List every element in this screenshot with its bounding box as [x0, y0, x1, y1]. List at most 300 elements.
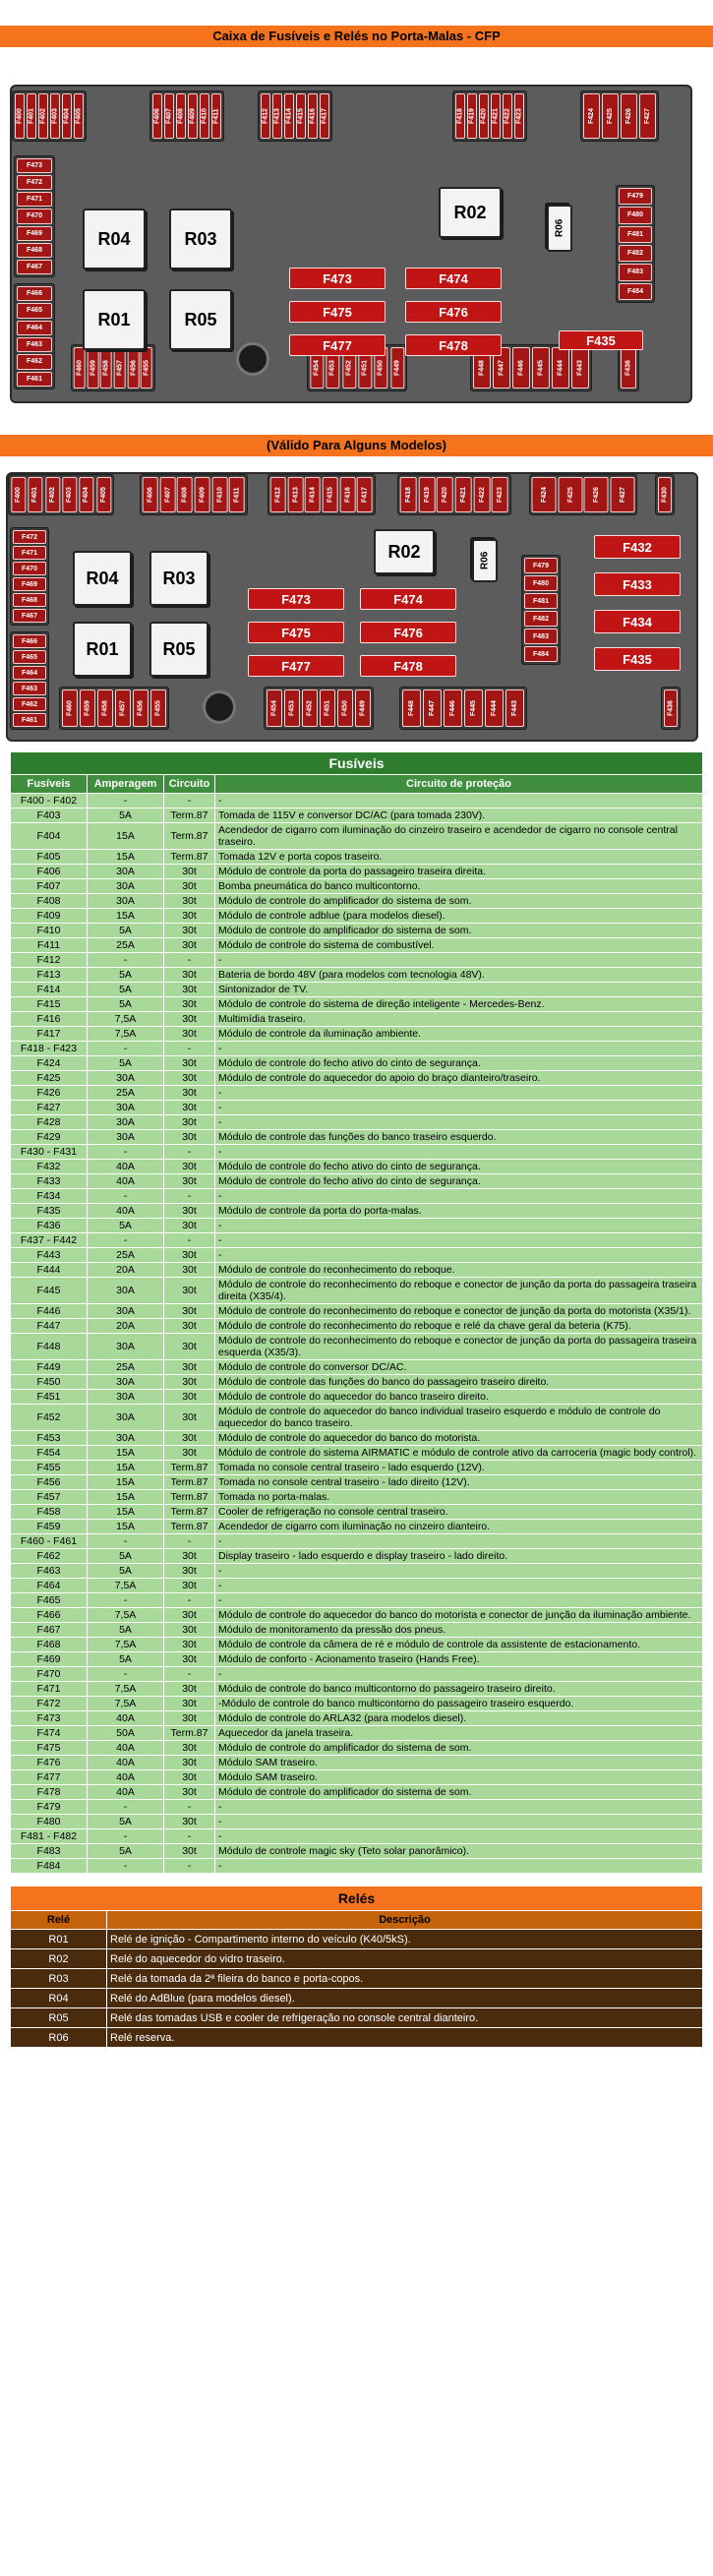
fuse: F463: [13, 682, 46, 695]
table-cell: 30A: [88, 894, 164, 909]
table-cell: 5A: [88, 1564, 164, 1579]
table-cell: -: [215, 1042, 703, 1056]
table-cell: 7,5A: [88, 1608, 164, 1623]
fuses-table: [10, 751, 703, 1874]
table-cell: F405: [11, 850, 88, 865]
fuse: F473: [17, 158, 52, 173]
table-cell: F409: [11, 909, 88, 924]
fuse-block-top-3: [258, 90, 332, 142]
table-cell: R03: [11, 1969, 107, 1989]
table-cell: F445: [11, 1278, 88, 1304]
table-cell: Módulo SAM traseiro.: [215, 1770, 703, 1785]
table-cell: Tomada no console central traseiro - lado esquerdo (12V).: [215, 1461, 703, 1475]
table-row: [11, 809, 703, 823]
fuse: F458: [100, 347, 112, 389]
table-cell: Módulo de controle do aquecedor do banco individual traseiro esquerdo e módulo de controle do aquecedor do banco traseiro.: [215, 1405, 703, 1431]
fuse-f436: F436: [621, 347, 636, 389]
fuse: F444: [485, 689, 504, 727]
fuse-block-bottom-3: [399, 687, 527, 730]
table-cell: 7,5A: [88, 1012, 164, 1027]
table-cell: 25A: [88, 1360, 164, 1375]
table-cell: 30A: [88, 879, 164, 894]
fuse-f476: F476: [405, 301, 502, 323]
table-row: [11, 865, 703, 879]
table-cell: -: [215, 1564, 703, 1579]
table-cell: Módulo de controle do amplificador do sistema de som.: [215, 1785, 703, 1800]
table-row: [11, 1756, 703, 1770]
table-cell: 15A: [88, 850, 164, 865]
fuse: F479: [524, 558, 558, 573]
table-cell: F471: [11, 1682, 88, 1697]
table-cell: 30t: [164, 1446, 215, 1461]
table-cell: 15A: [88, 1490, 164, 1505]
fuse-f478: F478: [405, 334, 502, 356]
table-cell: Módulo de controle da câmera de ré e módulo de controle da assistente de estacionamento.: [215, 1638, 703, 1652]
screw-icon: [236, 342, 269, 376]
fuse: F410: [212, 477, 228, 512]
table-cell: -: [164, 1667, 215, 1682]
fuse: F469: [13, 577, 46, 591]
fuse: F411: [211, 93, 221, 139]
table-cell: Módulo de controle das funções do banco traseiro esquerdo.: [215, 1130, 703, 1145]
table-cell: 30t: [164, 1390, 215, 1405]
table-cell: F466: [11, 1608, 88, 1623]
table-cell: 30t: [164, 1652, 215, 1667]
table-cell: F429: [11, 1130, 88, 1145]
table-cell: 25A: [88, 1248, 164, 1263]
table-row: [11, 1130, 703, 1145]
table-cell: -: [88, 1593, 164, 1608]
table-cell: 30t: [164, 1375, 215, 1390]
fuse: F424: [532, 477, 557, 512]
table-cell: Módulo de controle da iluminação ambiente.: [215, 1027, 703, 1042]
table-row: [11, 1086, 703, 1101]
table-cell: -: [215, 1086, 703, 1101]
table-cell: 40A: [88, 1756, 164, 1770]
table-cell: F462: [11, 1549, 88, 1564]
relays-table-body: [11, 1930, 703, 2048]
fuse: F461: [17, 372, 52, 387]
table-cell: F483: [11, 1844, 88, 1859]
table-row: [11, 1505, 703, 1520]
table-row: [11, 1204, 703, 1219]
table-cell: -: [215, 1859, 703, 1874]
table-cell: Tomada no console central traseiro - lado direito (12V).: [215, 1475, 703, 1490]
table-cell: -: [215, 1115, 703, 1130]
fuse: F449: [355, 689, 371, 727]
fuse: F416: [308, 93, 318, 139]
fuse: F470: [13, 562, 46, 575]
table-cell: -: [215, 1145, 703, 1160]
fuse: F412: [270, 477, 286, 512]
table-cell: F410: [11, 924, 88, 938]
fuse-f475: F475: [248, 622, 344, 643]
fuse: F445: [464, 689, 483, 727]
table-cell: F477: [11, 1770, 88, 1785]
fuse-f435: F435: [559, 330, 643, 350]
fuse-block-bottom-single: [661, 687, 681, 730]
table-cell: 20A: [88, 1319, 164, 1334]
table-cell: F458: [11, 1505, 88, 1520]
relay-r01: R01: [83, 289, 146, 350]
table-cell: 30t: [164, 1160, 215, 1174]
table-cell: 30t: [164, 1682, 215, 1697]
table-cell: 30t: [164, 997, 215, 1012]
table-cell: F414: [11, 983, 88, 997]
table-row: [11, 1623, 703, 1638]
fuse-block-left-lower: [14, 283, 55, 389]
table-row: [11, 1189, 703, 1204]
table-cell: F465: [11, 1593, 88, 1608]
table-cell: F459: [11, 1520, 88, 1534]
fuse: F416: [340, 477, 356, 512]
fuse: F465: [17, 303, 52, 318]
table-cell: F474: [11, 1726, 88, 1741]
table-cell: 30t: [164, 1219, 215, 1233]
fuse: F400: [15, 93, 25, 139]
table-cell: -: [215, 1534, 703, 1549]
fuse-f476: F476: [360, 622, 456, 643]
table-cell: Módulo de monitoramento da pressão dos pneus.: [215, 1623, 703, 1638]
fuse: F482: [619, 245, 652, 262]
table-cell: 30t: [164, 1204, 215, 1219]
table-cell: 7,5A: [88, 1579, 164, 1593]
table-row: [11, 1446, 703, 1461]
table-cell: F418 - F423: [11, 1042, 88, 1056]
table-cell: Bateria de bordo 48V (para modelos com tecnologia 48V).: [215, 968, 703, 983]
table-cell: F475: [11, 1741, 88, 1756]
fuse: F455: [141, 347, 152, 389]
table-cell: 30t: [164, 865, 215, 879]
table-cell: 30A: [88, 1130, 164, 1145]
column-header: Descrição: [107, 1911, 703, 1930]
table-cell: 30A: [88, 1101, 164, 1115]
table-cell: F451: [11, 1390, 88, 1405]
fuse: F419: [467, 93, 477, 139]
table-row: [11, 1042, 703, 1056]
table-cell: 15A: [88, 1505, 164, 1520]
table-row: [11, 1593, 703, 1608]
table-cell: F473: [11, 1711, 88, 1726]
column-header: Circuito de proteção: [215, 775, 703, 794]
fuse-block-top-single: [655, 474, 675, 515]
fuse: F455: [150, 689, 166, 727]
table-cell: 30t: [164, 1405, 215, 1431]
table-cell: Módulo de controle das funções do banco do passageiro traseiro direito.: [215, 1375, 703, 1390]
fuse: F454: [310, 347, 324, 389]
table-cell: Módulo de controle do amplificador do sistema de som.: [215, 1741, 703, 1756]
fuse: F413: [288, 477, 304, 512]
table-cell: 5A: [88, 983, 164, 997]
fuse: F451: [320, 689, 335, 727]
table-row: [11, 1334, 703, 1360]
table-cell: 30t: [164, 1319, 215, 1334]
fuse-f477: F477: [248, 655, 344, 677]
fuse-block-right: [521, 555, 561, 665]
relays-table-title: Relés: [11, 1887, 703, 1911]
table-cell: -: [88, 1145, 164, 1160]
fuse: F426: [584, 477, 609, 512]
table-cell: R05: [11, 2008, 107, 2028]
table-cell: F413: [11, 968, 88, 983]
table-cell: 30t: [164, 1360, 215, 1375]
table-cell: F467: [11, 1623, 88, 1638]
fuse: F422: [474, 477, 491, 512]
table-row: [11, 968, 703, 983]
fuse-block-left-upper: [14, 155, 55, 277]
fuse-f430: F430: [658, 477, 672, 512]
fuse: F420: [437, 477, 453, 512]
table-cell: Módulo de controle do aquecedor do banco do motorista.: [215, 1431, 703, 1446]
fuse-f434: F434: [594, 610, 681, 633]
table-cell: 30t: [164, 1101, 215, 1115]
table-cell: Relé da tomada da 2ª fileira do banco e porta-copos.: [107, 1969, 703, 1989]
table-cell: 5A: [88, 968, 164, 983]
table-row: [11, 2008, 703, 2028]
fuse-box-diagram-1: [0, 47, 713, 421]
table-cell: 30A: [88, 1405, 164, 1431]
table-cell: 40A: [88, 1711, 164, 1726]
table-cell: F444: [11, 1263, 88, 1278]
column-header: Fusíveis: [11, 775, 88, 794]
relay-r04: R04: [83, 209, 146, 270]
table-row: [11, 1949, 703, 1969]
fuse: F457: [115, 689, 131, 727]
table-cell: -: [215, 1829, 703, 1844]
fuse: F421: [491, 93, 501, 139]
table-cell: -: [215, 1219, 703, 1233]
table-cell: Módulo de controle do fecho ativo do cinto de segurança.: [215, 1056, 703, 1071]
table-cell: F433: [11, 1174, 88, 1189]
fuse: F465: [13, 650, 46, 664]
table-cell: -: [164, 953, 215, 968]
table-cell: -: [88, 1800, 164, 1815]
table-cell: Módulo de controle do aquecedor do banco traseiro direito.: [215, 1390, 703, 1405]
table-cell: Módulo de controle do reconhecimento do reboque.: [215, 1263, 703, 1278]
table-cell: Display traseiro - lado esquerdo e display traseiro - lado direito.: [215, 1549, 703, 1564]
fuse: F401: [27, 93, 36, 139]
table-cell: 50A: [88, 1726, 164, 1741]
table-cell: 25A: [88, 1086, 164, 1101]
table-cell: 15A: [88, 909, 164, 924]
table-row: [11, 850, 703, 865]
table-cell: F479: [11, 1800, 88, 1815]
fuse: F419: [419, 477, 436, 512]
table-cell: Bomba pneumática do banco multicontorno.: [215, 879, 703, 894]
fuse: F459: [80, 689, 95, 727]
fuse: F467: [17, 260, 52, 274]
table-cell: Relé do aquecedor do vidro traseiro.: [107, 1949, 703, 1969]
fuse: F415: [323, 477, 338, 512]
table-cell: Módulo de controle do aquecedor do apoio do braço dianteiro/traseiro.: [215, 1071, 703, 1086]
table-cell: Módulo de controle do fecho ativo do cinto de segurança.: [215, 1174, 703, 1189]
fuse: F482: [524, 611, 558, 627]
table-cell: F427: [11, 1101, 88, 1115]
fuse: F468: [17, 243, 52, 258]
table-cell: F430 - F431: [11, 1145, 88, 1160]
fuse-block-top-3: [267, 474, 376, 515]
fuse: F427: [639, 93, 656, 139]
table-cell: Módulo de conforto - Acionamento traseiro (Hands Free).: [215, 1652, 703, 1667]
page-title: Caixa de Fusíveis e Relés no Porta-Malas - CFP: [0, 26, 713, 47]
relay-r01: R01: [73, 622, 132, 677]
table-cell: Módulo de controle do aquecedor do banco do motorista e conector de junção da iluminação ambiente.: [215, 1608, 703, 1623]
table-row: [11, 1667, 703, 1682]
table-cell: 30t: [164, 1638, 215, 1652]
fuse: F412: [261, 93, 270, 139]
fuse: F457: [114, 347, 126, 389]
table-cell: Aquecedor da janela traseira.: [215, 1726, 703, 1741]
table-row: [11, 1815, 703, 1829]
table-cell: 15A: [88, 1475, 164, 1490]
table-cell: -: [164, 1145, 215, 1160]
table-cell: -: [88, 1189, 164, 1204]
table-row: [11, 1520, 703, 1534]
fuse: F462: [17, 354, 52, 369]
screw-icon: [203, 690, 236, 724]
fuse-f436: F436: [664, 689, 678, 727]
table-cell: 30t: [164, 1741, 215, 1756]
fuse: F427: [611, 477, 635, 512]
table-cell: 30t: [164, 1756, 215, 1770]
table-row: [11, 1711, 703, 1726]
table-cell: Módulo de controle do conversor DC/AC.: [215, 1360, 703, 1375]
fuse: F479: [619, 188, 652, 205]
fuse: F480: [619, 207, 652, 223]
table-cell: Módulo de controle do amplificador do sistema de som.: [215, 894, 703, 909]
fuse: F481: [524, 593, 558, 609]
table-cell: F456: [11, 1475, 88, 1490]
fuse: F426: [621, 93, 637, 139]
table-cell: 15A: [88, 1446, 164, 1461]
fuse: F423: [514, 93, 524, 139]
fuse-f432: F432: [594, 535, 681, 559]
table-cell: 30t: [164, 1304, 215, 1319]
table-cell: 30t: [164, 909, 215, 924]
table-cell: F435: [11, 1204, 88, 1219]
table-cell: F424: [11, 1056, 88, 1071]
table-cell: F478: [11, 1785, 88, 1800]
table-row: [11, 823, 703, 850]
fuse-f474: F474: [360, 588, 456, 610]
fuse: F414: [284, 93, 294, 139]
column-header: Amperagem: [88, 775, 164, 794]
table-cell: F460 - F461: [11, 1534, 88, 1549]
table-cell: F481 - F482: [11, 1829, 88, 1844]
table-cell: 30t: [164, 879, 215, 894]
table-cell: Term.87: [164, 1726, 215, 1741]
table-cell: Term.87: [164, 1475, 215, 1490]
fuse: F423: [492, 477, 508, 512]
fuse: F448: [473, 347, 491, 389]
table-cell: -: [88, 794, 164, 809]
relay-r06: R06: [547, 205, 572, 252]
table-cell: Tomada no porta-malas.: [215, 1490, 703, 1505]
table-cell: 40A: [88, 1785, 164, 1800]
fuse: F444: [552, 347, 569, 389]
table-cell: Term.87: [164, 823, 215, 850]
table-cell: 30t: [164, 1012, 215, 1027]
table-row: [11, 1263, 703, 1278]
table-cell: Relé do AdBlue (para modelos diesel).: [107, 1989, 703, 2008]
table-row: [11, 1770, 703, 1785]
table-row: [11, 1608, 703, 1623]
table-row: [11, 1304, 703, 1319]
table-cell: F455: [11, 1461, 88, 1475]
table-cell: 30t: [164, 1815, 215, 1829]
table-cell: F406: [11, 865, 88, 879]
fuse: F406: [143, 477, 158, 512]
table-cell: -: [88, 953, 164, 968]
table-cell: -: [164, 1593, 215, 1608]
table-cell: Módulo de controle da porta do porta-malas.: [215, 1204, 703, 1219]
table-cell: -: [164, 1233, 215, 1248]
table-cell: Módulo de controle do reconhecimento do reboque e conector de junção da porta do passageira traseira esquerda (X35/3).: [215, 1334, 703, 1360]
table-cell: 30t: [164, 1770, 215, 1785]
table-cell: Multimídia traseiro.: [215, 1012, 703, 1027]
fuse: F406: [152, 93, 162, 139]
table-cell: F432: [11, 1160, 88, 1174]
table-row: [11, 1800, 703, 1815]
fuse: F403: [50, 93, 60, 139]
relay-r02: R02: [374, 529, 435, 574]
table-cell: F452: [11, 1405, 88, 1431]
page-subtitle: (Válido Para Alguns Modelos): [0, 435, 713, 456]
fuse: F456: [133, 689, 149, 727]
fuse: F449: [390, 347, 404, 389]
fuse: F447: [493, 347, 510, 389]
table-cell: 30A: [88, 865, 164, 879]
fuse: F460: [62, 689, 78, 727]
table-cell: 40A: [88, 1770, 164, 1785]
fuse: F484: [619, 283, 652, 300]
table-cell: 30t: [164, 1248, 215, 1263]
table-cell: 30t: [164, 1115, 215, 1130]
fuse: F421: [455, 477, 472, 512]
table-cell: 5A: [88, 1652, 164, 1667]
fuse: F402: [45, 477, 60, 512]
fuse: F443: [505, 689, 524, 727]
table-cell: 5A: [88, 1056, 164, 1071]
table-cell: 30A: [88, 1375, 164, 1390]
table-cell: F403: [11, 809, 88, 823]
table-cell: F464: [11, 1579, 88, 1593]
table-row: [11, 1989, 703, 2008]
fuse: F463: [17, 337, 52, 352]
table-cell: 7,5A: [88, 1697, 164, 1711]
table-cell: Módulo de controle do reconhecimento do reboque e conector de junção da porta do passageira traseira direita (X35/4).: [215, 1278, 703, 1304]
table-cell: R01: [11, 1930, 107, 1949]
table-cell: F416: [11, 1012, 88, 1027]
fuse-block-top-5: [529, 474, 637, 515]
relays-table: [10, 1886, 703, 2048]
fuse: F403: [62, 477, 77, 512]
relay-r03: R03: [149, 551, 208, 606]
fuse: F401: [28, 477, 42, 512]
fuse: F480: [524, 575, 558, 591]
fuse: F420: [479, 93, 489, 139]
table-cell: F426: [11, 1086, 88, 1101]
table-cell: 30t: [164, 924, 215, 938]
table-row: [11, 909, 703, 924]
fuse-block-top-4: [452, 90, 527, 142]
fuse-block-top-2: [140, 474, 248, 515]
table-cell: F425: [11, 1071, 88, 1086]
fuse: F447: [423, 689, 442, 727]
table-cell: -: [215, 1800, 703, 1815]
table-row: [11, 2028, 703, 2048]
fuse: F415: [296, 93, 306, 139]
